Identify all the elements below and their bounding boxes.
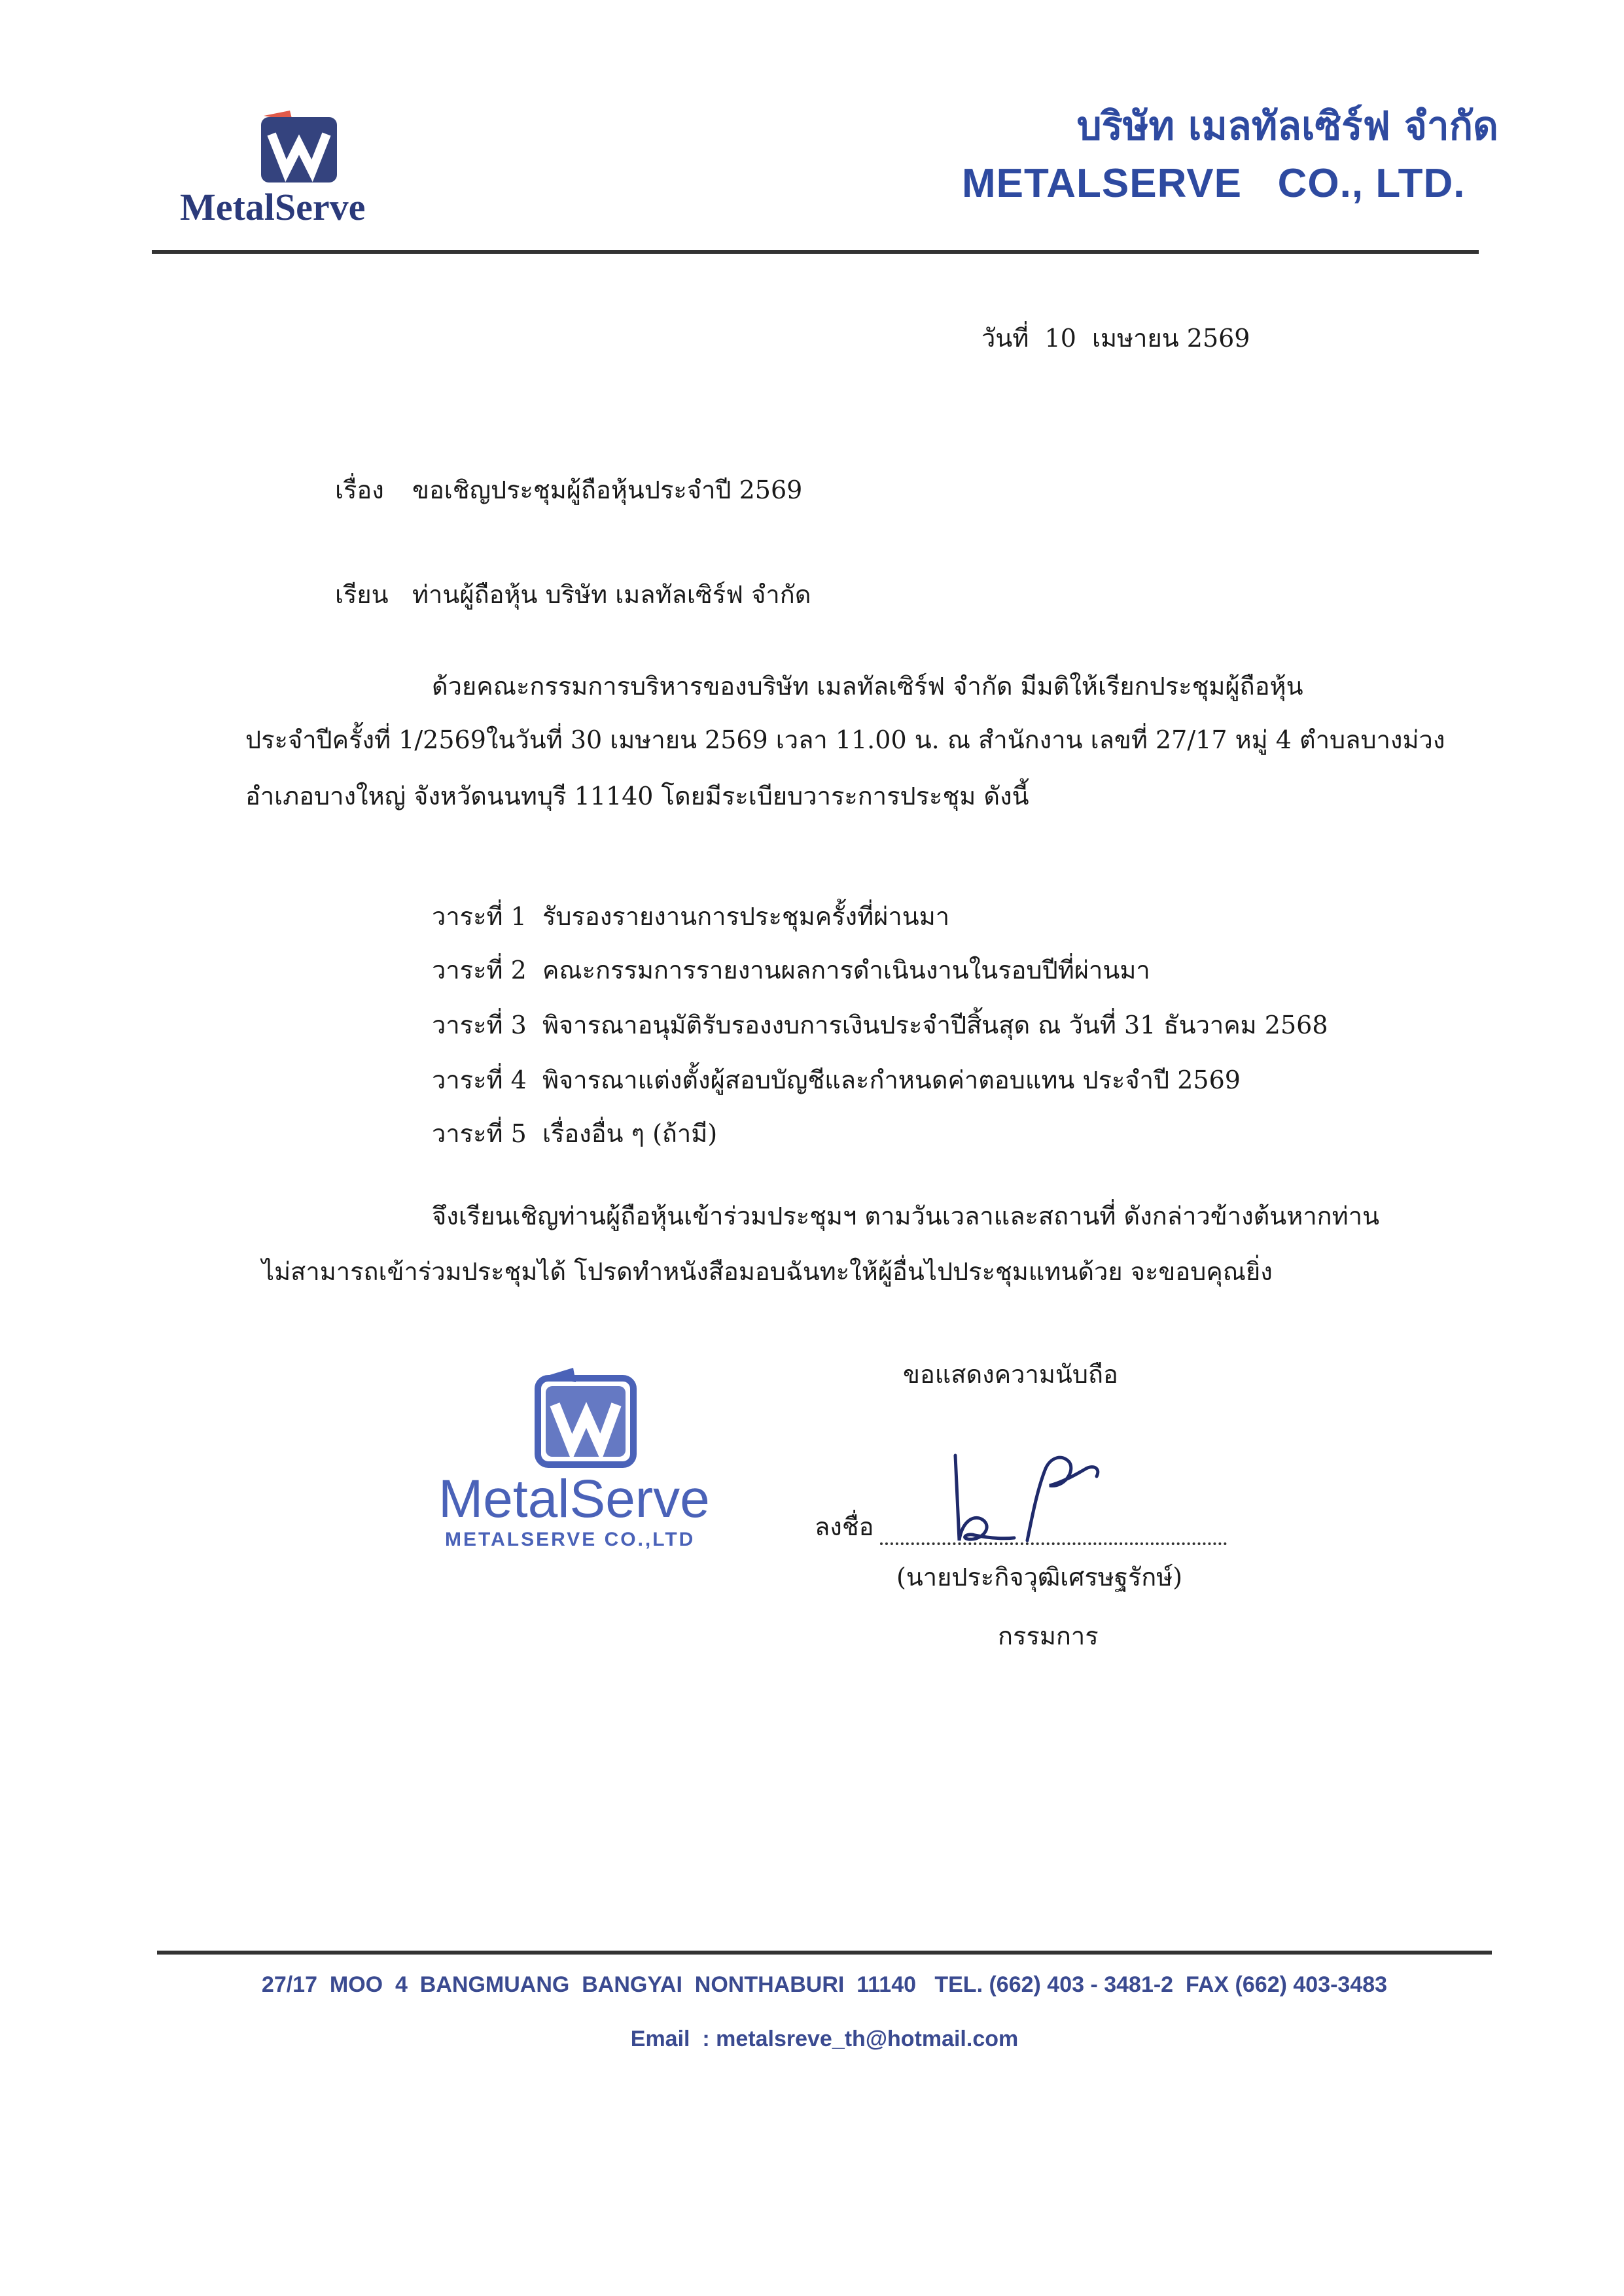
paragraph-line: ด้วยคณะกรรมการบริหารของบริษัท เมลทัลเซิร์ฟ จำกัด มีมติให้เรียกประชุมผู้ถือหุ้น xyxy=(432,672,1303,701)
paragraph-line: จึงเรียนเชิญท่านผู้ถือหุ้นเข้าร่วมประชุมฯ ตามวันเวลาและสถานที่ ดังกล่าวข้างต้นหากท่าน xyxy=(432,1202,1380,1230)
recipient-label: เรียน xyxy=(335,580,389,609)
company-logo xyxy=(180,108,415,239)
stamp-subtitle: METALSERVE CO.,LTD xyxy=(445,1529,696,1550)
sign-label: ลงชื่อ xyxy=(815,1512,874,1541)
signer-name: (นายประกิจวุฒิเศรษฐรักษ์) xyxy=(896,1563,1183,1592)
metalserve-logo-icon xyxy=(252,108,344,186)
agenda-item-2: วาระที่ 2 คณะกรรมการรายงานผลการดำเนินงานในรอบปีที่ผ่านมา xyxy=(432,956,1150,984)
footer-address: 27/17 MOO 4 BANGMUANG BANGYAI NONTHABURI 11140 TEL. (662) 403 - 3481-2 FAX (662) 403-3483 xyxy=(261,1972,1388,1997)
footer-email: Email : metalsreve_th@hotmail.com xyxy=(630,2026,1019,2051)
paragraph-line: ประจำปีครั้งที่ 1/2569ในวันที่ 30 เมษายน 2569 เวลา 11.00 น. ณ สำนักงาน เลขที่ 27/17 หมู่ 4 ตำบลบางม่วง xyxy=(245,725,1445,754)
paragraph-line: อำเภอบางใหญ่ จังหวัดนนทบุรี 11140 โดยมีระเบียบวาระการประชุม ดังนี้ xyxy=(245,782,1029,810)
handwritten-signature xyxy=(929,1442,1125,1554)
agenda-item-4: วาระที่ 4 พิจารณาแต่งตั้งผู้สอบบัญชีและกำหนดค่าตอบแทน ประจำปี 2569 xyxy=(432,1066,1241,1094)
company-stamp xyxy=(438,1364,733,1554)
paragraph-line: ไม่สามารถเข้าร่วมประชุมได้ โปรดทำหนังสือมอบฉันทะให้ผู้อื่นไปประชุมแทนด้วย จะขอบคุณยิ่ง xyxy=(262,1257,1273,1286)
footer-divider xyxy=(157,1951,1492,1955)
agenda-item-3: วาระที่ 3 พิจารณาอนุมัติรับรองงบการเงินประจำปีสิ้นสุด ณ วันที่ 31 ธันวาคม 2568 xyxy=(432,1011,1328,1039)
subject-label: เรื่อง xyxy=(335,476,384,504)
signer-position: กรรมการ xyxy=(998,1622,1099,1650)
company-name-th: บริษัท เมลทัลเซิร์ฟ จำกัด xyxy=(1076,103,1498,149)
company-name-en: METALSERVE CO., LTD. xyxy=(962,161,1466,206)
agenda-item-1: วาระที่ 1 รับรองรายงานการประชุมครั้งที่ผ่านมา xyxy=(432,902,950,931)
stamp-wordmark: MetalServe xyxy=(438,1469,710,1529)
recipient-text: ท่านผู้ถือหุ้น บริษัท เมลทัลเซิร์ฟ จำกัด xyxy=(412,580,811,609)
agenda-item-5: วาระที่ 5 เรื่องอื่น ๆ (ถ้ามี) xyxy=(432,1119,718,1148)
header-divider xyxy=(152,250,1479,254)
stamp-logo-icon xyxy=(523,1364,641,1469)
logo-wordmark: MetalServe xyxy=(180,186,366,228)
letter-date: วันที่ 10 เมษายน 2569 xyxy=(981,324,1250,353)
subject-text: ขอเชิญประชุมผู้ถือหุ้นประจำปี 2569 xyxy=(412,476,803,504)
closing-text: ขอแสดงความนับถือ xyxy=(903,1360,1118,1389)
